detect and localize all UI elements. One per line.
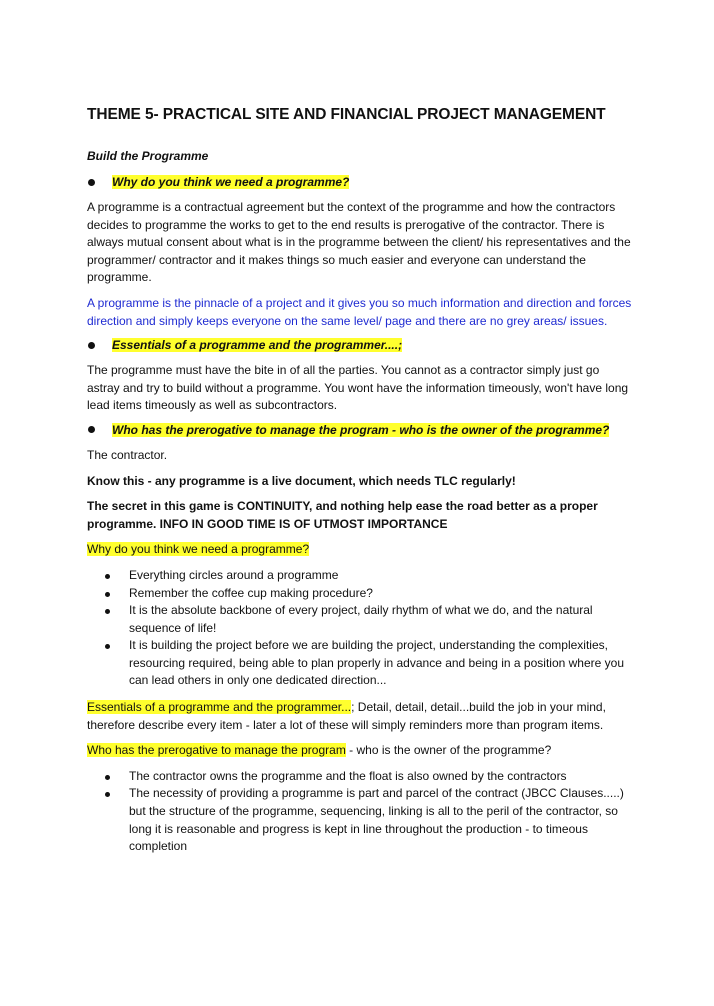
list-item: [87, 602, 632, 637]
section-subtitle: Build the Programme: [87, 149, 209, 163]
paragraph-text: - who is the owner of the programme?: [345, 743, 552, 758]
bullet-icon: [105, 644, 110, 649]
bullet-icon: [105, 574, 110, 579]
highlight-text: Essentials of a programme and the programmer...: [87, 700, 352, 715]
list-item-text: Everything circles around a programme: [129, 567, 339, 582]
question-text: Why do you think we need a programme?: [112, 175, 350, 189]
page-title: THEME 5- PRACTICAL SITE AND FINANCIAL PROJECT MANAGEMENT: [87, 106, 606, 123]
bullet-icon: [88, 179, 95, 186]
list-item-text: It is the absolute backbone of every project, daily rhythm of what we do, and the natural sequence of life!: [129, 603, 593, 635]
bullet-icon: [88, 426, 95, 433]
paragraph-text: ; Detail, detail, detail...build the job in your mind, therefore describe every item - later a lot of these will simply reminders more than program items.: [87, 700, 606, 732]
list-item: [87, 785, 632, 855]
paragraph: A programme is a contractual agreement but the context of the programme and how the contractors decides to programme the works to get to the end results is prerogative of the contractor. There is always mutual consent about what is in the programme between the client/ his representatives and the programmer/ contractor and it makes things so much easier and everyone can understand the programme.: [87, 200, 631, 285]
document-content: [87, 106, 632, 865]
list-item-text: It is building the project before we are building the project, understanding the complexities, resourcing required, being able to plan properly in advance and being in a position where you can lead others in only one dedicated direction...: [129, 638, 624, 688]
bullet-icon: [88, 342, 95, 349]
paragraph-blue: A programme is the pinnacle of a project and it gives you so much information and direction and forces direction and simply keeps everyone on the same level/ page and there are no grey areas/ issues.: [87, 295, 632, 328]
highlight-text: Who has the prerogative to manage the program: [87, 743, 346, 758]
paragraph: The contractor.: [87, 447, 168, 462]
paragraph-bold: Know this - any programme is a live document, which needs TLC regularly!: [87, 473, 516, 488]
bullet-icon: [105, 775, 110, 780]
list-item: [87, 567, 632, 585]
list-item-text: The contractor owns the programme and the float is also owned by the contractors: [129, 768, 567, 783]
paragraph-bold: The secret in this game is CONTINUITY, and nothing help ease the road better as a proper programme. INFO IN GOOD TIME IS OF UTMOST IMPORTANCE: [87, 499, 598, 531]
question-text: Who has the prerogative to manage the program - who is the owner of the programme?: [112, 422, 610, 437]
bullet-list: [87, 567, 632, 690]
list-item-text: The necessity of providing a programme is part and parcel of the contract (JBCC Clauses.....) but the structure of the programme, sequencing, linking is all to the peril of the contractor, so long it is reasonable and progress is kept in line throughout the production - to timeous completion: [129, 786, 624, 854]
bullet-icon: [105, 592, 110, 597]
list-item: [87, 637, 632, 690]
paragraph: [87, 742, 632, 760]
paragraph: [87, 699, 632, 734]
bullet-icon: [105, 792, 110, 797]
bullet-list: [87, 768, 632, 856]
question-heading: [87, 175, 632, 189]
paragraph: The programme must have the bite in of all the parties. You cannot as a contractor simply just go astray and try to build without a programme. You wont have the information timeously, won't have long lead items timeously as well as subcontractors.: [87, 363, 629, 413]
question-heading: [87, 338, 632, 352]
bullet-icon: [105, 609, 110, 614]
question-text: Essentials of a programme and the programmer....;: [112, 338, 403, 353]
question-heading: [87, 423, 632, 437]
highlight-heading: [87, 541, 632, 559]
highlight-text: Why do you think we need a programme?: [87, 542, 310, 557]
list-item: [87, 585, 632, 603]
list-item: [87, 768, 632, 786]
list-item-text: Remember the coffee cup making procedure?: [129, 585, 373, 600]
